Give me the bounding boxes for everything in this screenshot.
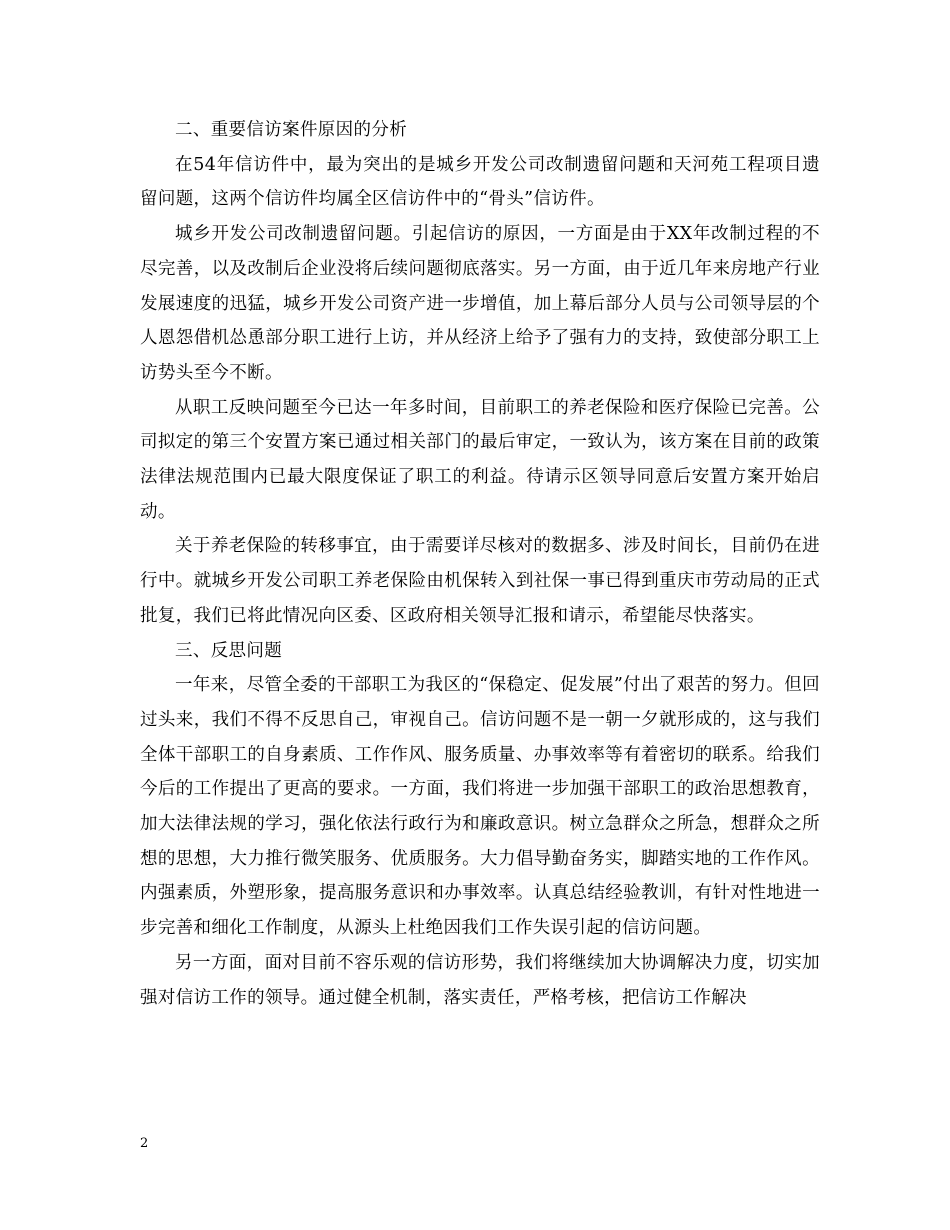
- section-heading-3: 三、反思问题: [175, 640, 283, 661]
- paragraph: 一年来，尽管全委的干部职工为我区的“保稳定、促发展”付出了艰苦的努力。但回过头来，我们不得不反思自己，审视自己。信访问题不是一朝一夕就形成的，这与我们全体干部职工的自身素质、工作作风、服务质量、办事效率等有着密切的联系。给我们今后的工作提出了更高的要求。一方面，我们将进一步加强干部职工的政治思想教育，加大法律法规的学习，强化依法行政行为和廉政意识。树立急群众之所急，想群众之所想的思想，大力推行微笑服务、优质服务。大力倡导勤奋务实，脚踏实地的工作作风。内强素质，外塑形象，提高服务意识和办事效率。认真总结经验教训，有针对性地进一步完善和细化工作制度，从源头上杜绝因我们工作失误引起的信访问题。: [140, 675, 820, 939]
- document-body: [140, 113, 820, 1015]
- paragraph: 关于养老保险的转移事宜，由于需要详尽核对的数据多、涉及时间长，目前仍在进行中。就城乡开发公司职工养老保险由机保转入到社保一事已得到重庆市劳动局的正式批复，我们已将此情况向区委、区政府相关领导汇报和请示，希望能尽快落实。: [140, 536, 820, 626]
- paragraph: 另一方面，面对目前不容乐观的信访形势，我们将继续加大协调解决力度，切实加强对信访工作的领导。通过健全机制，落实责任，严格考核，把信访工作解决: [140, 952, 820, 1008]
- paragraph: 城乡开发公司改制遗留问题。引起信访的原因，一方面是由于XX年改制过程的不尽完善，以及改制后企业没将后续问题彻底落实。另一方面，由于近几年来房地产行业发展速度的迅猛，城乡开发公司资产进一步增值，加上幕后部分人员与公司领导层的个人恩怨借机怂恿部分职工进行上访，并从经济上给予了强有力的支持，致使部分职工上访势头至今不断。: [140, 224, 820, 383]
- paragraph: 从职工反映问题至今已达一年多时间，目前职工的养老保险和医疗保险已完善。公司拟定的第三个安置方案已通过相关部门的最后审定，一致认为，该方案在目前的政策法律法规范围内已最大限度保证了职工的利益。待请示区领导同意后安置方案开始启动。: [140, 397, 820, 522]
- paragraph: 在54年信访件中，最为突出的是城乡开发公司改制遗留问题和天河苑工程项目遗留问题，这两个信访件均属全区信访件中的“骨头”信访件。: [140, 154, 820, 210]
- section-heading-2: 二、重要信访案件原因的分析: [175, 120, 408, 140]
- page-number: 2: [140, 1136, 149, 1151]
